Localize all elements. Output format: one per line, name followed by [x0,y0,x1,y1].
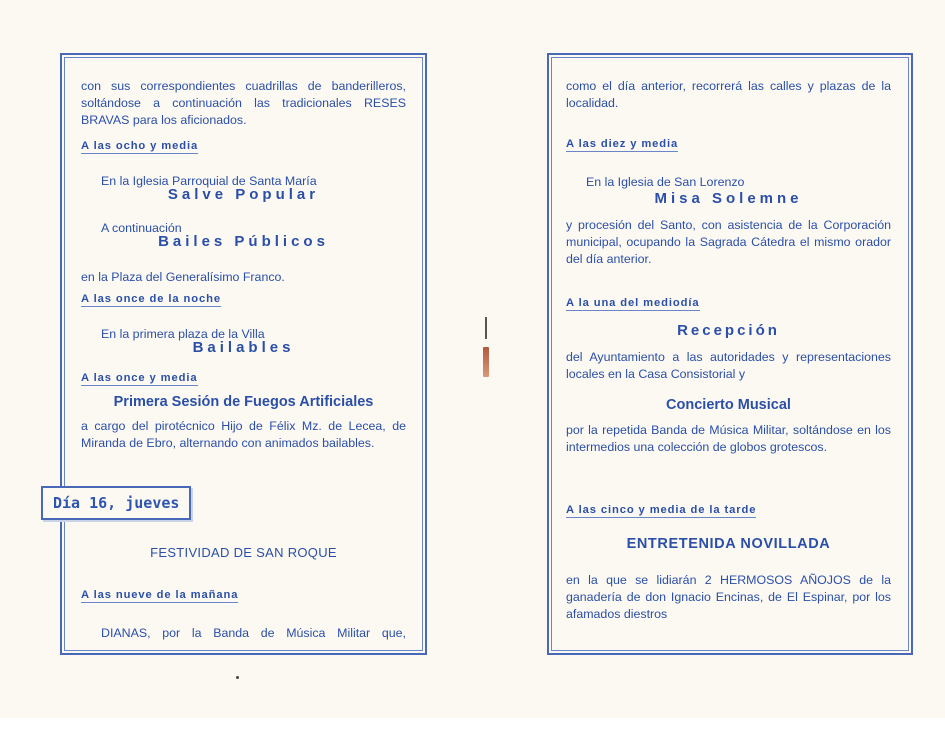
event-title: Concierto Musical [666,397,791,413]
paragraph: a cargo del pirotécnico Hijo de Félix Mz. de Lecea, de Miranda de Ebro, alternando con animados bailables. [81,419,406,450]
event-title: Recepción [677,322,780,339]
text-line: En la primera plaza de la Villa [101,327,265,342]
left-page-text [81,78,406,129]
scan-margin [0,718,945,732]
event-title: ENTRETENIDA NOVILLADA [626,536,831,552]
day-label-box: Día 16, jueves [41,486,191,520]
text-line: A continuación [101,221,182,236]
paragraph: en la que se lidiarán 2 HERMOSOS AÑOJOS de la ganadería de don Ignacio Encinas, de El Espinar, por los afamados diestros [566,573,891,621]
text-line: En la Iglesia de San Lorenzo [586,175,745,190]
text-line: DIANAS, por la Banda de Música Militar que, [101,626,406,641]
text-line: En la Iglesia Parroquial de Santa María [101,174,317,189]
paragraph: y procesión del Santo, con asistencia de la Corporación municipal, ocupando la Sagrada Cátedra el mismo orador del día anterior. [566,218,891,266]
time-heading: A las cinco y media de la tarde [566,504,757,516]
text-line: en la Plaza del Generalísimo Franco. [81,270,285,285]
intro-paragraph: con sus correspondientes cuadrillas de banderilleros, soltándose a continuación las tradicionales RESES BRAVAS para los aficionados. [81,79,406,127]
time-heading: A las diez y media [566,138,679,150]
staple [483,317,489,379]
event-title: Bailables [192,339,295,356]
paragraph: del Ayuntamiento a las autoridades y representaciones locales en la Casa Consistorial y [566,350,891,381]
event-title: Salve Popular [167,186,320,203]
intro-paragraph: como el día anterior, recorrerá las calles y plazas de la localidad. [566,79,891,110]
time-heading: A la una del mediodía [566,297,700,309]
event-title: Primera Sesión de Fuegos Artificiales [113,394,374,410]
time-heading: A las once y media [81,372,198,384]
event-title: Bailes Públicos [158,233,329,250]
festivity-title: FESTIVIDAD DE SAN ROQUE [150,545,337,560]
ink-speck [236,676,239,679]
time-heading: A las nueve de la mañana [81,589,239,601]
event-title: Misa Solemne [654,190,803,207]
paragraph: por la repetida Banda de Música Militar, soltándose en los intermedios una colección de globos grotescos. [566,423,891,454]
time-heading: A las ocho y media [81,140,199,152]
time-heading: A las once de la noche [81,293,221,305]
